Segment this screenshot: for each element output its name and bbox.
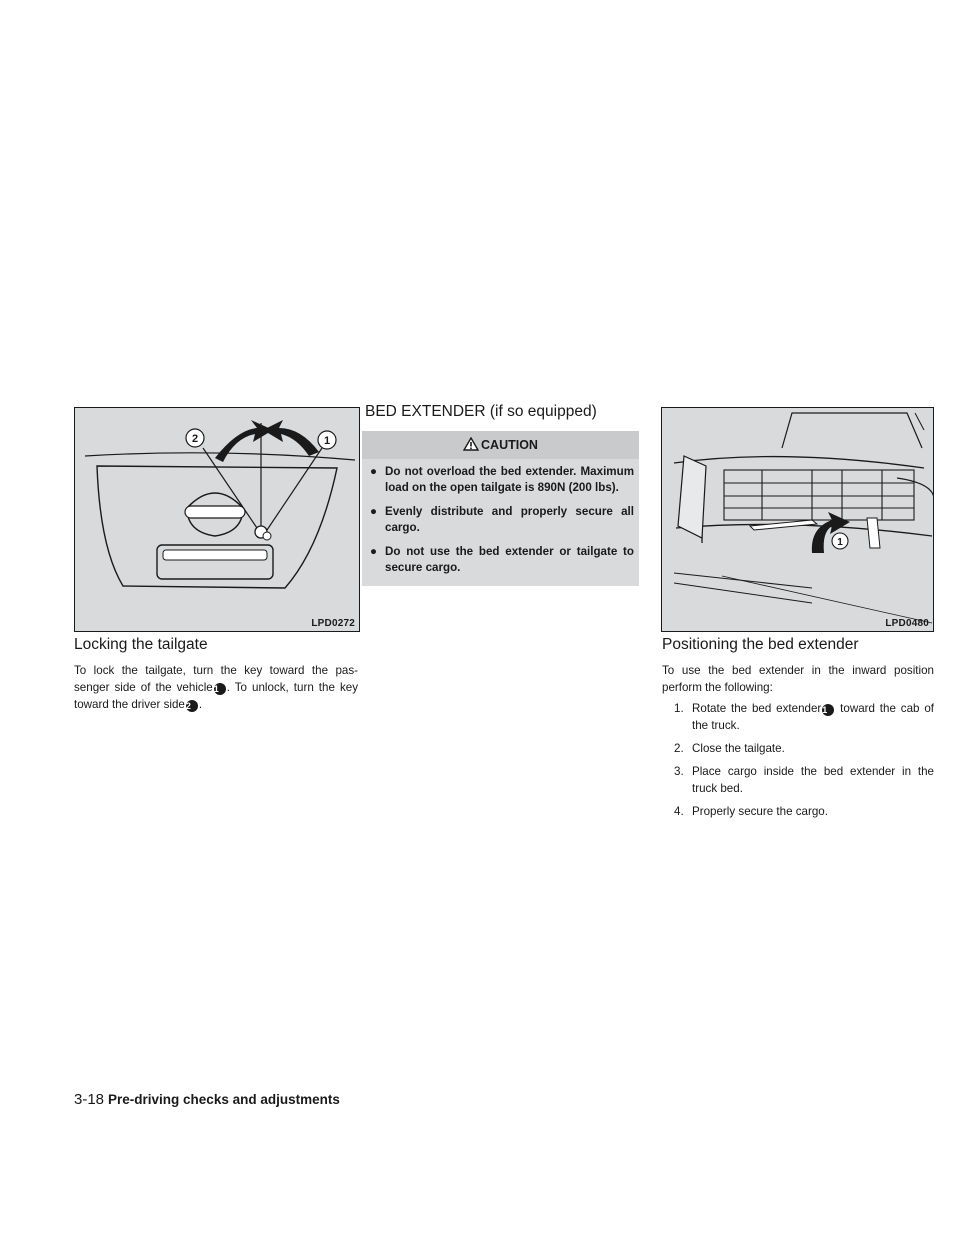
bed-extender-illustration xyxy=(662,408,934,632)
list-item: 4. Properly secure the cargo. xyxy=(674,805,828,818)
positioning-steps xyxy=(662,700,934,826)
page-number: 3-18 xyxy=(74,1091,105,1108)
warning-triangle-icon xyxy=(463,433,479,461)
caution-box xyxy=(362,431,639,586)
heading-positioning-bed-extender: Positioning the bed extender xyxy=(662,636,859,653)
caution-item: ● Do not overload the bed extender. Maximum load on the open tailgate is 890N (200 lbs). xyxy=(370,465,634,494)
heading-bed-extender: BED EXTENDER (if so equipped) xyxy=(365,403,597,420)
callout-1: 1 xyxy=(323,435,331,447)
list-item: 1. Rotate the bed extender1 toward the cab of the truck. xyxy=(674,702,934,732)
ref-2-badge: 2 xyxy=(186,700,198,712)
figure-code: LPD0480 xyxy=(885,618,929,629)
heading-locking-tailgate: Locking the tailgate xyxy=(74,636,208,653)
callout-2: 2 xyxy=(191,433,199,445)
bed-extender-figure xyxy=(661,407,934,632)
page-footer xyxy=(74,1091,340,1108)
caution-item: ● Do not use the bed extender or tailgate to secure cargo. xyxy=(370,545,634,574)
figure-code: LPD0272 xyxy=(311,618,355,629)
section-title: Pre-driving checks and adjustments xyxy=(108,1092,340,1107)
callout-1: 1 xyxy=(837,537,843,548)
caution-item: ● Evenly distribute and properly secure all cargo. xyxy=(370,505,634,534)
locking-tailgate-paragraph: To lock the tailgate, turn the key toward the pas- senger side of the vehicle1 . To unlock, turn the key toward the driver side2 . xyxy=(74,664,358,711)
tailgate-lock-figure xyxy=(74,407,360,632)
list-item: 3. Place cargo inside the bed extender in the truck bed. xyxy=(674,765,934,795)
ref-1-badge: 1 xyxy=(214,683,226,695)
caution-title: CAUTION xyxy=(362,431,639,459)
positioning-intro: To use the bed extender in the inward position perform the following: xyxy=(662,664,934,694)
list-item: 2. Close the tailgate. xyxy=(674,742,785,755)
ref-1-badge: 1 xyxy=(822,704,834,716)
caution-list xyxy=(370,464,634,584)
tailgate-illustration xyxy=(75,408,360,632)
